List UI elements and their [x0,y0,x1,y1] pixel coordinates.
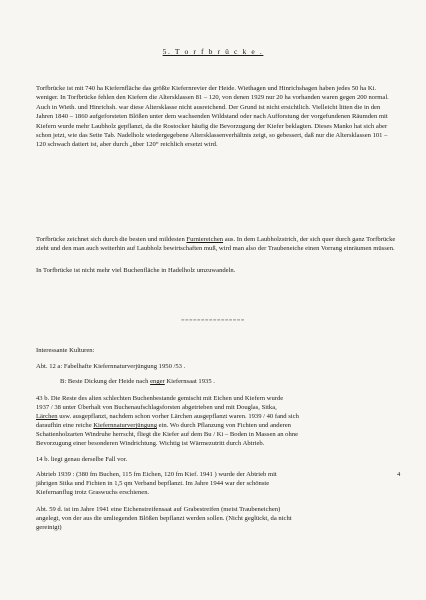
paragraph-buchenflaeche [36,266,398,275]
abt-12a: Abt. 12 a: Fabelhafte Kiefernnaturverjüngung 1950 /53 . [36,363,186,370]
paragraph-furniereichen-text-b: aus. In dem Laubholzstrich, der sich quer durch ganz Torfbrücke zieht und den man auch weiterhin auf Laubholz bewirtschaften muß, wird man also der Traubeneiche einen Vorrang einräumen müssen. [36,236,396,253]
abt-59d-line-3: gereinigt) [36,524,62,531]
abt-43b-line-3 [36,412,299,421]
abt-12b-text-a: B: Beste Dickung der Heide nach [60,378,151,385]
margin-number: 4 [397,471,401,478]
abt-43b-line-4-text-b: ein. Wo durch Pflanzung von Fichten und anderen [157,422,291,429]
separator-line: ================ [181,318,245,324]
abt-12b [60,377,215,386]
abt-43b-line-3-text: usw. ausgepflanzt, nachdem schon vorher Lärchen ausgepflanzt waren. 1939 / 40 fand sich [57,413,299,420]
underlined-kiefernnaturverjuengung: Kiefernnaturverjüngung [93,422,158,429]
cultures-heading: Interessante Kulturen: [36,347,95,354]
abtrieb-line-1: Abtrieb 1939 : (380 fm Buchen, 115 fm Eichen, 120 fm Kief. 1941 ) wurde der Abtrieb mit [36,471,277,478]
abt-43b-line-2: 1937 / 38 unter Überhalt von Buchenaufschlagsforsten abgetrieben und mit Douglas, Sitka, [36,404,277,411]
paragraph-kiefern-text: Torfbrücke ist mit 740 ha Kiefernfläche das größte Kiefernrevier der Heide. Wiethagen und Hinrichshagen haben jedes 50 ha Ki. weniger. In Torfbrücke fehlen den Kiefern die Altersklassen 81 – 120, von denen 1929 nur 20 ha vorhanden waren gegen 200 normal. Auch in Wieth. und Hinrichsh. war diese Altersklasse nicht ausreichend. Der Grund ist nicht ersichtlich. Vielleicht litten die in den Jahren 1840 – 1860 aufgeforsteten Blößen unter dem wachsenden Wildstand oder nach Aufforstung der vorgefundenen Räumden mit Kiefern wurde mehr Laubholz gepflanzt, da die Rostocker häufig die Bevorzugung der Kiefer beklagten. Dieses Manko hat sich aber schon jetzt, wie das Seite Tab. Nadelholz wiedergegebene Altersklassenverhältnis zeigt, so gebessert, daß nur die Altersklassen 101 – 120 schwach datiert ist, aber durch „über 120“ reichlich ersetzt wird. [36,85,389,149]
paragraph-furniereichen [36,235,398,254]
abt-14b: 14 b. liegt genau derselbe Fall vor. [36,456,128,463]
abt-43b-line-4-text-a: daraufhin eine reiche [36,422,94,429]
page-title-text: 5. T o r f b r ü c k e . [162,47,264,56]
underlined-laerchen: Lärchen [36,413,58,420]
page-title [0,47,426,56]
paragraph-furniereichen-text-a: Torfbrücke zeichnet sich durch die besten und mildesten [36,236,187,243]
paragraph-buchenflaeche-text: In Torfbrücke ist nicht mehr viel Buchenfläche in Hadelholz umzuwandeln. [36,267,236,274]
abt-43b-line-6: Bevorzugung einer besonderen Windrichtung. Wichtig ist Wärmezutritt durch Abtrieb. [36,440,265,447]
abt-59d-line-2: angelegt, von der aus die umliegenden Blößen bepflanzt werden sollen. (Nicht geglückt, da nicht [36,515,292,522]
underlined-enger: enger [150,378,165,385]
abt-43b-line-4 [36,421,291,430]
abtrieb-line-3: Kiefernanflug trotz Graswuchs erschienen. [36,489,150,496]
abt-43b-line-1: 43 b. Die Reste des alten schlechten Buchenbestande gemischt mit Eichen und Kiefern wurde [36,395,284,402]
abt-59d-line-1: Abt. 59 d. ist im Jahre 1941 eine Eichenstreifensaat auf Grabestreifen (meist Traubeneichen) [36,506,281,513]
paragraph-kiefern [36,84,398,150]
abt-12b-text-b: Kiefernsaat 1935 . [164,378,215,385]
abtrieb-line-2: jährigen Sitka und Fichten in 1,5 qm Verband bepflanzt. Im Jahre 1944 war der schönste [36,480,270,487]
abt-43b-line-5: Schattenholzarten Windruhe herrscht, fliegt die Kiefer auf dem Bu / Ki – Boden in Massen an ohne [36,431,299,438]
underlined-furniereichen: Furniereichen [186,236,224,243]
